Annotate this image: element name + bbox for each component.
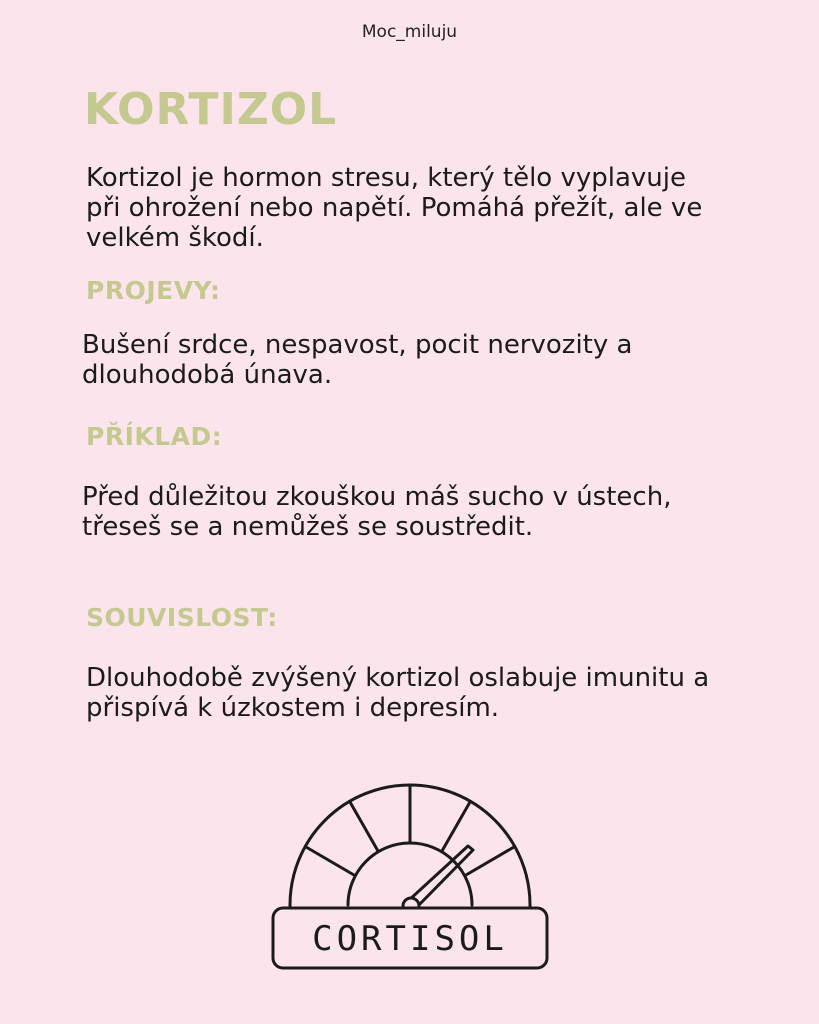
page-title: KORTIZOL: [84, 84, 338, 135]
gauge-needle: [408, 846, 473, 908]
gauge-tick: [442, 802, 470, 851]
gauge-tick: [350, 802, 378, 851]
section-text-souvislost: Dlouhodobě zvýšený kortizol oslabuje imunitu a přispívá k úzkostem i depresím.: [86, 663, 710, 723]
section-text-priklad: Před důležitou zkouškou máš sucho v ústech, třeseš se a nemůžeš se soustředit.: [82, 482, 672, 542]
section-heading-projevy: PROJEVY:: [86, 276, 221, 305]
section-heading-priklad: PŘÍKLAD:: [86, 422, 223, 451]
gauge-label: CORTISOL: [312, 919, 508, 959]
section-text-projevy: Bušení srdce, nespavost, pocit nervozity a dlouhodobá únava.: [82, 330, 633, 390]
gauge-inner-arc: [348, 843, 472, 905]
gauge-icon: [270, 780, 550, 975]
section-heading-souvislost: SOUVISLOST:: [86, 603, 278, 632]
intro-text: Kortizol je hormon stresu, který tělo vyplavuje při ohrožení nebo napětí. Pomáhá přežít, ale ve velkém škodí.: [86, 163, 703, 253]
account-handle: Moc_miluju: [361, 22, 458, 42]
gauge-tick: [306, 847, 354, 875]
